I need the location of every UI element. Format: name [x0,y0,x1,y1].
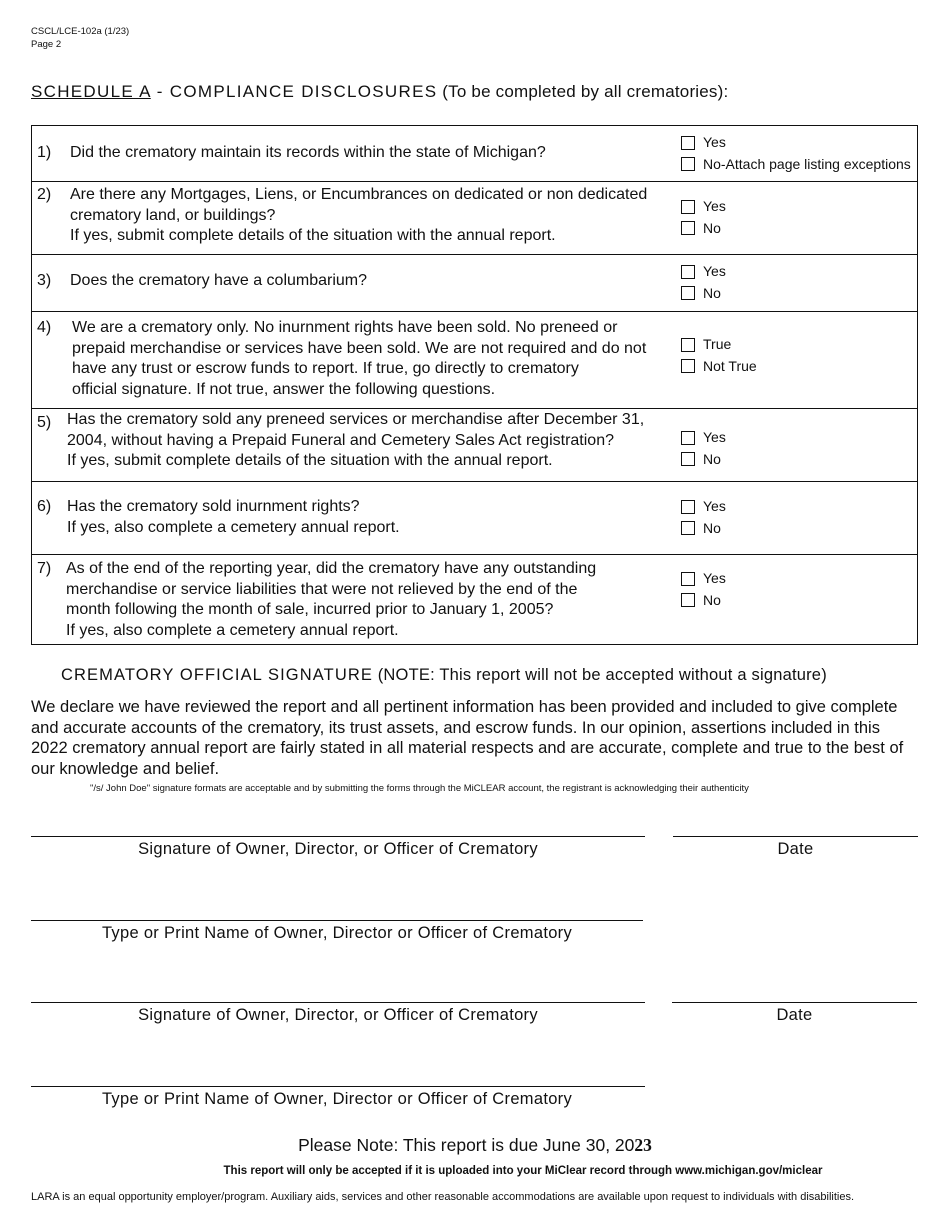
declaration-text: We declare we have reviewed the report and all pertinent information has been provided and included to give complete and accurate accounts of the crematory, its trust assets, and escrow funds. In our opinion, assertions included in this 2022 crematory annual report are fairly stated in all material respects and are accurate, complete and true to the best of our knowledge and belief. [31,698,904,778]
signature-label-1: Signature of Owner, Director, or Officer of Crematory [138,840,538,858]
question-number: 4) [37,319,52,336]
answer-options [681,334,757,377]
signature-line-2[interactable] [31,1002,645,1003]
answer-options [681,132,911,175]
signature-heading [61,666,827,685]
question-row-1 [32,126,917,182]
date-line-1[interactable] [673,836,918,837]
option-yes[interactable] [681,132,911,154]
option-no[interactable] [681,449,726,471]
lara-note: LARA is an equal opportunity employer/program. Auxiliary aids, services and other reasonable accommodations are available upon request to individuals with disabilities. [31,1191,855,1203]
due-year: 23 [634,1135,652,1155]
option-yes[interactable] [681,496,726,518]
checkbox[interactable] [681,572,695,586]
question-row-3 [32,255,917,312]
checkbox[interactable] [681,500,695,514]
question-number: 2) [37,186,52,203]
signature-format-note: "/s/ John Doe" signature formats are acceptable and by submitting the forms through the MiCLEAR account, the registrant is acknowledging their authenticity [90,783,749,794]
question-number: 6) [37,498,52,515]
schedule-label: SCHEDULE A [31,82,151,101]
print-name-line-2[interactable] [31,1086,645,1087]
option-label: Yes [703,134,726,150]
answer-options [681,261,726,304]
question-number: 3) [37,272,52,289]
question-row-4 [32,312,917,409]
print-name-label-1: Type or Print Name of Owner, Director or Officer of Crematory [101,924,573,942]
question-line: prepaid merchandise or services have been sold. We are not required and do not [72,339,647,357]
question-line: month following the month of sale, incurred prior to January 1, 2005? [66,601,554,618]
question-line: Has the crematory sold any preneed services or merchandise after December 31, [67,411,645,428]
option-label: Yes [703,263,726,279]
question-number: 1) [37,144,52,161]
question-number: 7) [37,560,52,577]
schedule-subtitle: (To be completed by all crematories): [437,82,729,101]
date-line-2[interactable] [672,1002,917,1003]
option-label: Yes [703,198,726,214]
print-name-label-2: Type or Print Name of Owner, Director or Officer of Crematory [101,1090,573,1108]
question-line: If yes, submit complete details of the situation with the annual report. [70,227,556,244]
question-line: Does the crematory have a columbarium? [70,272,368,289]
question-text [67,497,677,538]
option-label: No [703,450,721,467]
option-label: Yes [703,570,726,586]
date-label-1: Date [777,840,814,858]
question-row-6 [32,482,917,555]
option-label: No [703,591,721,608]
checkbox[interactable] [681,157,695,171]
question-line: Are there any Mortgages, Liens, or Encumbrances on dedicated or non dedicated [70,186,648,203]
question-line: Did the crematory maintain its records within the state of Michigan? [70,144,546,161]
question-line: If yes, also complete a cemetery annual report. [67,518,400,536]
option-yes[interactable] [681,261,726,283]
checkbox[interactable] [681,265,695,279]
question-line: merchandise or service liabilities that were not relieved by the end of the [66,580,578,598]
question-row-5 [32,409,917,482]
question-line: If yes, submit complete details of the situation with the annual report. [67,452,553,469]
option-no[interactable] [681,518,726,540]
question-text [72,318,682,400]
answer-options [681,496,726,539]
option-label: No-Attach page listing exceptions [703,155,911,172]
date-label-2: Date [776,1006,813,1024]
option-label: Yes [703,498,726,514]
question-text [70,143,680,164]
question-text [70,271,680,292]
checkbox[interactable] [681,521,695,535]
answer-options [681,427,726,470]
option-label: No [703,284,721,301]
option-yes[interactable] [681,196,726,218]
due-date-note [0,1135,950,1156]
option-yes[interactable] [681,427,726,449]
question-line: If yes, also complete a cemetery annual report. [66,621,399,639]
checkbox[interactable] [681,359,695,373]
question-line: have any trust or escrow funds to report. If true, go directly to crematory [72,360,579,377]
schedule-title [31,82,728,102]
checkbox[interactable] [681,286,695,300]
signature-label-2: Signature of Owner, Director, or Officer of Crematory [138,1006,538,1024]
option-label: No [703,519,721,536]
option-no[interactable] [681,590,726,612]
question-line: Has the crematory sold inurnment rights? [67,498,360,515]
question-line: official signature. If not true, answer the following questions. [72,380,496,398]
question-text [70,185,680,247]
signature-line-1[interactable] [31,836,645,837]
signature-heading-title: CREMATORY OFFICIAL SIGNATURE [61,666,373,684]
question-line: 2004, without having a Prepaid Funeral and Cemetery Sales Act registration? [67,431,614,449]
question-line: We are a crematory only. No inurnment rights have been sold. No preneed or [72,319,618,336]
page-number: Page 2 [31,39,62,50]
option-no[interactable] [681,218,726,240]
question-text [67,410,677,472]
upload-note: This report will only be accepted if it is uploaded into your MiClear record through www.michigan.gov/miclear [223,1165,823,1177]
answer-options [681,196,726,239]
checkbox[interactable] [681,221,695,235]
checkbox[interactable] [681,136,695,150]
option-label: Not True [703,357,757,374]
option-label: True [703,336,732,352]
option-no[interactable] [681,283,726,305]
signature-heading-note: (NOTE: This report will not be accepted without a signature) [372,666,827,684]
option-label: No [703,219,721,236]
due-date-text: Please Note: This report is due June 30, 20 [298,1135,635,1155]
schedule-heading: - COMPLIANCE DISCLOSURES [150,82,438,101]
option-no-attach[interactable] [681,154,911,176]
answer-options [681,568,726,611]
form-code: CSCL/LCE-102a (1/23) [31,26,130,37]
checkbox[interactable] [681,452,695,466]
option-label: Yes [703,429,726,445]
checkbox[interactable] [681,431,695,445]
option-true[interactable] [681,334,757,356]
question-text [66,559,676,641]
option-not-true[interactable] [681,356,757,378]
checkbox[interactable] [681,200,695,214]
checkbox[interactable] [681,593,695,607]
question-line: crematory land, or buildings? [70,206,276,224]
print-name-line-1[interactable] [31,920,643,921]
option-yes[interactable] [681,568,726,590]
question-row-7 [32,555,917,644]
form-header [31,25,129,51]
question-number: 5) [37,414,52,431]
questions-table [31,125,918,645]
question-line: As of the end of the reporting year, did the crematory have any outstanding [66,560,597,577]
checkbox[interactable] [681,338,695,352]
question-row-2 [32,182,917,255]
